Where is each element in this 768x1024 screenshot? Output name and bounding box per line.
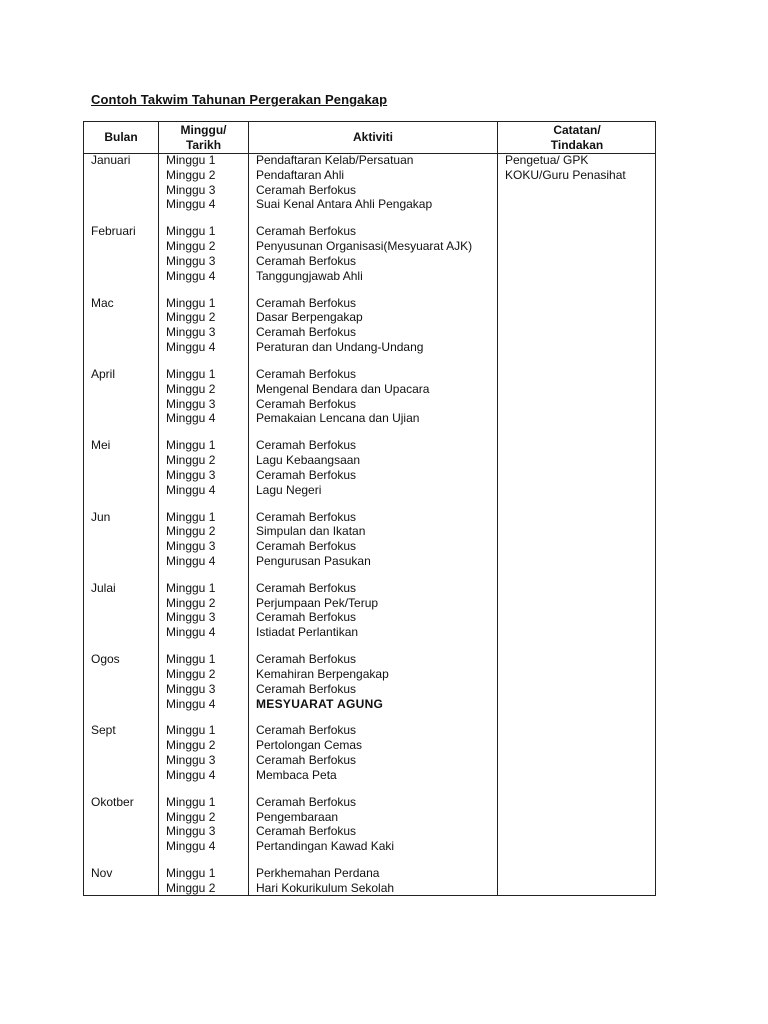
- week-label: Minggu 1: [166, 438, 216, 453]
- activity-item: Penyusunan Organisasi(Mesyuarat AJK): [256, 239, 473, 254]
- activity-item: Ceramah Berfokus: [256, 723, 357, 738]
- activity-item: Pertandingan Kawad Kaki: [256, 839, 395, 854]
- activity-item: MESYUARAT AGUNG: [256, 696, 384, 711]
- header-minggu-label: Minggu/: [180, 123, 227, 137]
- activity-item: Perjumpaan Pek/Terup: [256, 595, 379, 610]
- activity-item: Istiadat Perlantikan: [256, 625, 359, 640]
- activity-item: Lagu Kebaangsaan: [256, 453, 361, 467]
- month-name: Jun: [91, 509, 111, 524]
- week-label: Minggu 3: [166, 396, 216, 411]
- column-divider: [158, 122, 159, 895]
- week-label: Minggu 4: [166, 482, 216, 497]
- month-name: Okotber: [91, 794, 134, 809]
- week-label: Minggu 3: [166, 824, 216, 839]
- month-name: Ogos: [91, 652, 120, 667]
- header-catatan: [498, 122, 656, 153]
- header-bulan-label: Bulan: [104, 130, 138, 145]
- calendar-table: [83, 121, 656, 896]
- note-item: KOKU/Guru Penasihat: [505, 167, 626, 182]
- week-label: Minggu 4: [166, 696, 216, 711]
- activity-item: Tanggungjawab Ahli: [256, 268, 363, 283]
- week-label: Minggu 2: [166, 524, 216, 539]
- week-label: Minggu 1: [166, 794, 216, 809]
- week-label: Minggu 2: [166, 809, 216, 824]
- month-name: Januari: [91, 153, 131, 167]
- activity-item: Ceramah Berfokus: [256, 794, 357, 809]
- week-label: Minggu 4: [166, 197, 216, 212]
- week-label: Minggu 4: [166, 268, 216, 283]
- activity-item: Pendaftaran Kelab/Persatuan: [256, 153, 414, 167]
- activity-item: Ceramah Berfokus: [256, 824, 357, 839]
- activity-item: Lagu Negeri: [256, 482, 322, 497]
- week-label: Minggu 3: [166, 539, 216, 554]
- activity-item: Pertolongan Cemas: [256, 738, 363, 753]
- month-name: Julai: [91, 580, 116, 595]
- month-name: Mac: [91, 295, 114, 310]
- month-name: Mei: [91, 438, 111, 453]
- week-label: Minggu 2: [166, 738, 216, 753]
- week-label: Minggu 3: [166, 753, 216, 767]
- week-label: Minggu 2: [166, 381, 216, 396]
- column-divider: [248, 122, 249, 895]
- activity-item: Ceramah Berfokus: [256, 396, 357, 411]
- week-label: Minggu 1: [166, 580, 216, 595]
- activity-item: Mengenal Bendara dan Upacara: [256, 381, 430, 396]
- activity-item: Ceramah Berfokus: [256, 539, 357, 554]
- week-label: Minggu 2: [166, 880, 216, 895]
- page-title: Contoh Takwim Tahunan Pergerakan Pengakap: [91, 92, 388, 107]
- activity-item: Ceramah Berfokus: [256, 509, 357, 524]
- week-label: Minggu 4: [166, 839, 216, 854]
- week-label: Minggu 2: [166, 239, 216, 254]
- header-aktiviti: [249, 122, 497, 153]
- activity-item: Ceramah Berfokus: [256, 366, 357, 381]
- activity-item: Suai Kenal Antara Ahli Pengakap: [256, 197, 433, 212]
- activity-item: Peraturan dan Undang-Undang: [256, 340, 424, 354]
- activity-item: Ceramah Berfokus: [256, 652, 357, 667]
- week-label: Minggu 1: [166, 652, 216, 667]
- activity-item: Kemahiran Berpengakap: [256, 666, 389, 681]
- week-label: Minggu 2: [166, 453, 216, 467]
- week-label: Minggu 4: [166, 767, 216, 782]
- header-minggu: [159, 122, 248, 153]
- month-name: Nov: [91, 866, 113, 880]
- week-label: Minggu 1: [166, 866, 216, 880]
- activity-item: Ceramah Berfokus: [256, 325, 357, 340]
- activity-item: Perkhemahan Perdana: [256, 866, 380, 880]
- header-tarikh-label: Tarikh: [185, 137, 222, 152]
- week-label: Minggu 1: [166, 366, 216, 381]
- week-label: Minggu 3: [166, 325, 216, 340]
- week-label: Minggu 1: [166, 295, 216, 310]
- activity-item: Ceramah Berfokus: [256, 182, 357, 197]
- week-label: Minggu 1: [166, 509, 216, 524]
- activity-item: Ceramah Berfokus: [256, 467, 357, 482]
- week-label: Minggu 4: [166, 340, 216, 354]
- week-label: Minggu 4: [166, 553, 216, 568]
- week-label: Minggu 1: [166, 153, 216, 167]
- week-label: Minggu 3: [166, 467, 216, 482]
- activity-item: Ceramah Berfokus: [256, 681, 357, 696]
- week-label: Minggu 1: [166, 224, 216, 239]
- week-label: Minggu 3: [166, 182, 216, 197]
- activity-item: Ceramah Berfokus: [256, 224, 357, 239]
- month-name: Februari: [91, 224, 136, 239]
- week-label: Minggu 3: [166, 610, 216, 625]
- activity-item: Pengembaraan: [256, 809, 339, 824]
- activity-item: Ceramah Berfokus: [256, 438, 357, 453]
- activity-item: Dasar Berpengakap: [256, 310, 363, 325]
- week-label: Minggu 2: [166, 595, 216, 610]
- week-label: Minggu 2: [166, 310, 216, 325]
- month-name: April: [91, 366, 116, 381]
- activity-item: Pendaftaran Ahli: [256, 167, 345, 182]
- note-item: Pengetua/ GPK: [505, 153, 589, 167]
- column-divider: [497, 122, 498, 895]
- month-name: Sept: [91, 723, 116, 738]
- activity-item: Pengurusan Pasukan: [256, 553, 371, 568]
- activity-item: Ceramah Berfokus: [256, 610, 357, 625]
- activity-item: Ceramah Berfokus: [256, 580, 357, 595]
- week-label: Minggu 3: [166, 253, 216, 268]
- week-label: Minggu 4: [166, 625, 216, 640]
- header-bulan: [84, 122, 158, 153]
- week-label: Minggu 2: [166, 666, 216, 681]
- activity-item: Ceramah Berfokus: [256, 295, 357, 310]
- header-catatan-label: Catatan/: [553, 123, 601, 137]
- activity-item: Pemakaian Lencana dan Ujian: [256, 411, 420, 426]
- activity-item: Membaca Peta: [256, 767, 337, 782]
- week-label: Minggu 1: [166, 723, 216, 738]
- activity-item: Simpulan dan Ikatan: [256, 524, 366, 539]
- header-aktiviti-label: Aktiviti: [352, 130, 393, 145]
- week-label: Minggu 4: [166, 411, 216, 426]
- activity-item: Ceramah Berfokus: [256, 753, 357, 767]
- activity-item: Ceramah Berfokus: [256, 253, 357, 268]
- activity-item: Hari Kokurikulum Sekolah: [256, 880, 395, 895]
- week-label: Minggu 2: [166, 167, 216, 182]
- header-tindakan-label: Tindakan: [550, 137, 604, 152]
- week-label: Minggu 3: [166, 681, 216, 696]
